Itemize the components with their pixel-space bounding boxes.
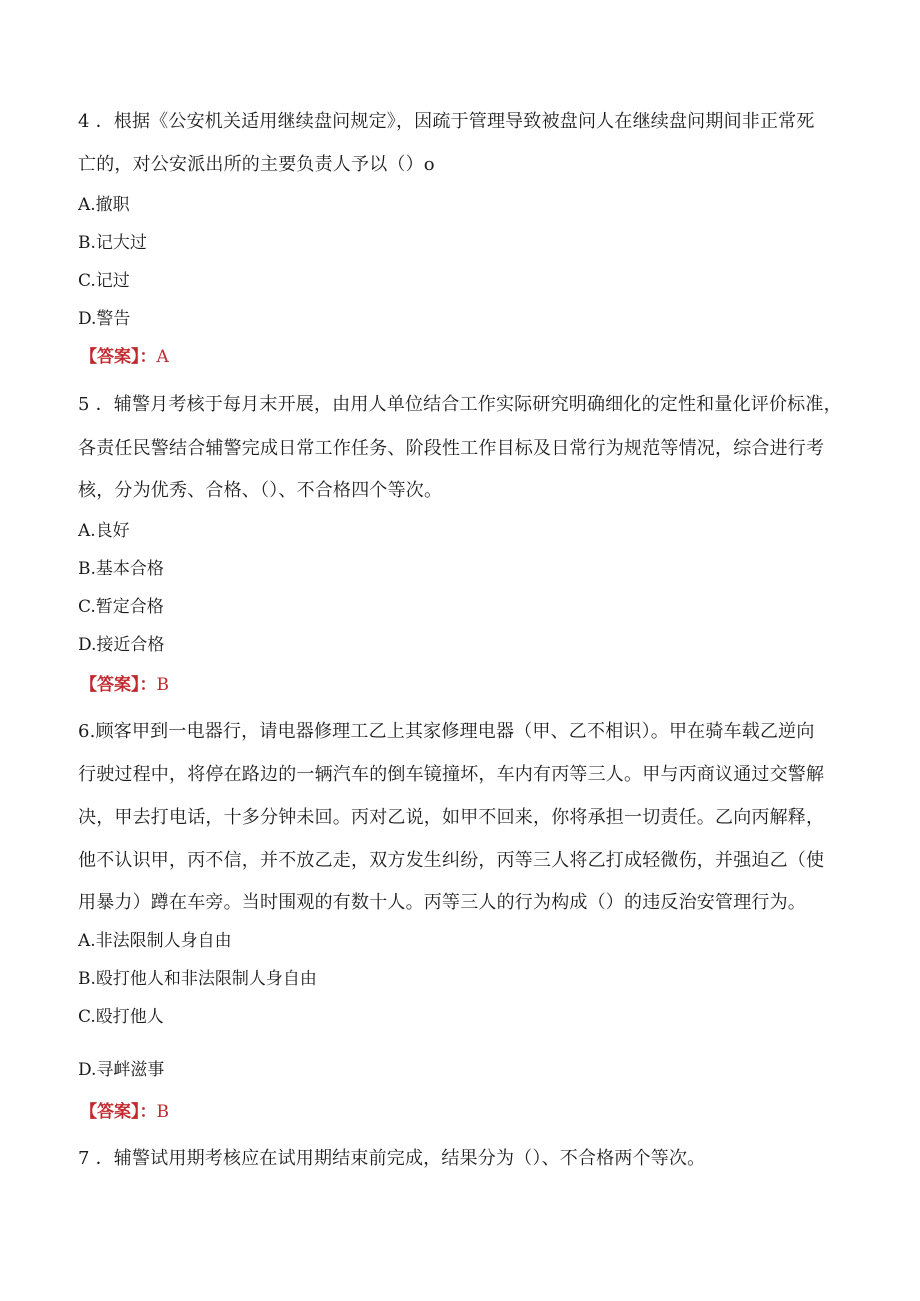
answer-label: 【答案】： [80, 347, 157, 367]
question-4-option-c: C.记过 [78, 271, 130, 291]
answer-value: A [156, 347, 169, 367]
answer-label: 【答案】： [80, 675, 157, 695]
question-6-option-d: D.寻衅滋事 [78, 1060, 165, 1080]
question-5-answer [80, 673, 169, 697]
question-6-option-c: C.殴打他人 [78, 1007, 164, 1027]
question-6-line-3: 决，甲去打电话，十多分钟未回。丙对乙说，如甲不回来，你将承担一切责任。乙向丙解释， [78, 807, 825, 828]
question-6-line-1: 6.顾客甲到一电器行，请电器修理工乙上其家修理电器（甲、乙不相识）。甲在骑车载乙逆向 [78, 721, 815, 742]
question-4-option-d: D.警告 [78, 309, 131, 329]
question-6-line-4: 他不认识甲，丙不信，并不放乙走，双方发生纠纷，丙等三人将乙打成轻微伤，并强迫乙（使 [78, 850, 825, 871]
question-6-option-a: A.非法限制人身自由 [78, 931, 232, 951]
question-7-line-1: 7 ．辅警试用期考核应在试用期结束前完成，结果分为（）、不合格两个等次。 [78, 1148, 706, 1169]
question-4-option-b: B.记大过 [78, 233, 147, 253]
question-5-line-2: 各责任民警结合辅警完成日常工作任务、阶段性工作目标及日常行为规范等情况，综合进行考 [78, 438, 825, 459]
answer-value: B [156, 675, 169, 695]
question-4-line-2: 亡的，对公安派出所的主要负责人予以（）o [78, 154, 435, 175]
question-6-line-2: 行驶过程中，将停在路边的一辆汽车的倒车镜撞坏，车内有丙等三人。甲与丙商议通过交警解 [78, 764, 825, 785]
question-6-option-b: B.殴打他人和非法限制人身自由 [78, 969, 317, 989]
question-5-line-3: 核，分为优秀、合格、（）、不合格四个等次。 [78, 480, 443, 501]
question-5-option-d: D.接近合格 [78, 635, 165, 655]
question-6-line-5: 用暴力）蹲在车旁。当时围观的有数十人。丙等三人的行为构成（）的违反治安管理行为。 [78, 892, 806, 913]
question-5-option-a: A.良好 [78, 521, 130, 541]
question-6-answer [80, 1100, 169, 1124]
question-5-option-b: B.基本合格 [78, 559, 164, 579]
question-5-line-1: 5 ．辅警月考核于每月末开展，由用人单位结合工作实际研究明确细化的定性和量化评价标准， [78, 394, 842, 415]
question-5-option-c: C.暂定合格 [78, 597, 164, 617]
answer-label: 【答案】： [80, 1102, 157, 1122]
question-4-option-a: A.撤职 [78, 195, 130, 215]
answer-value: B [156, 1102, 169, 1122]
question-4-line-1: 4 ．根据《公安机关适用继续盘问规定》，因疏于管理导致被盘问人在继续盘问期间非正常死 [78, 111, 815, 132]
question-4-answer [80, 345, 169, 369]
